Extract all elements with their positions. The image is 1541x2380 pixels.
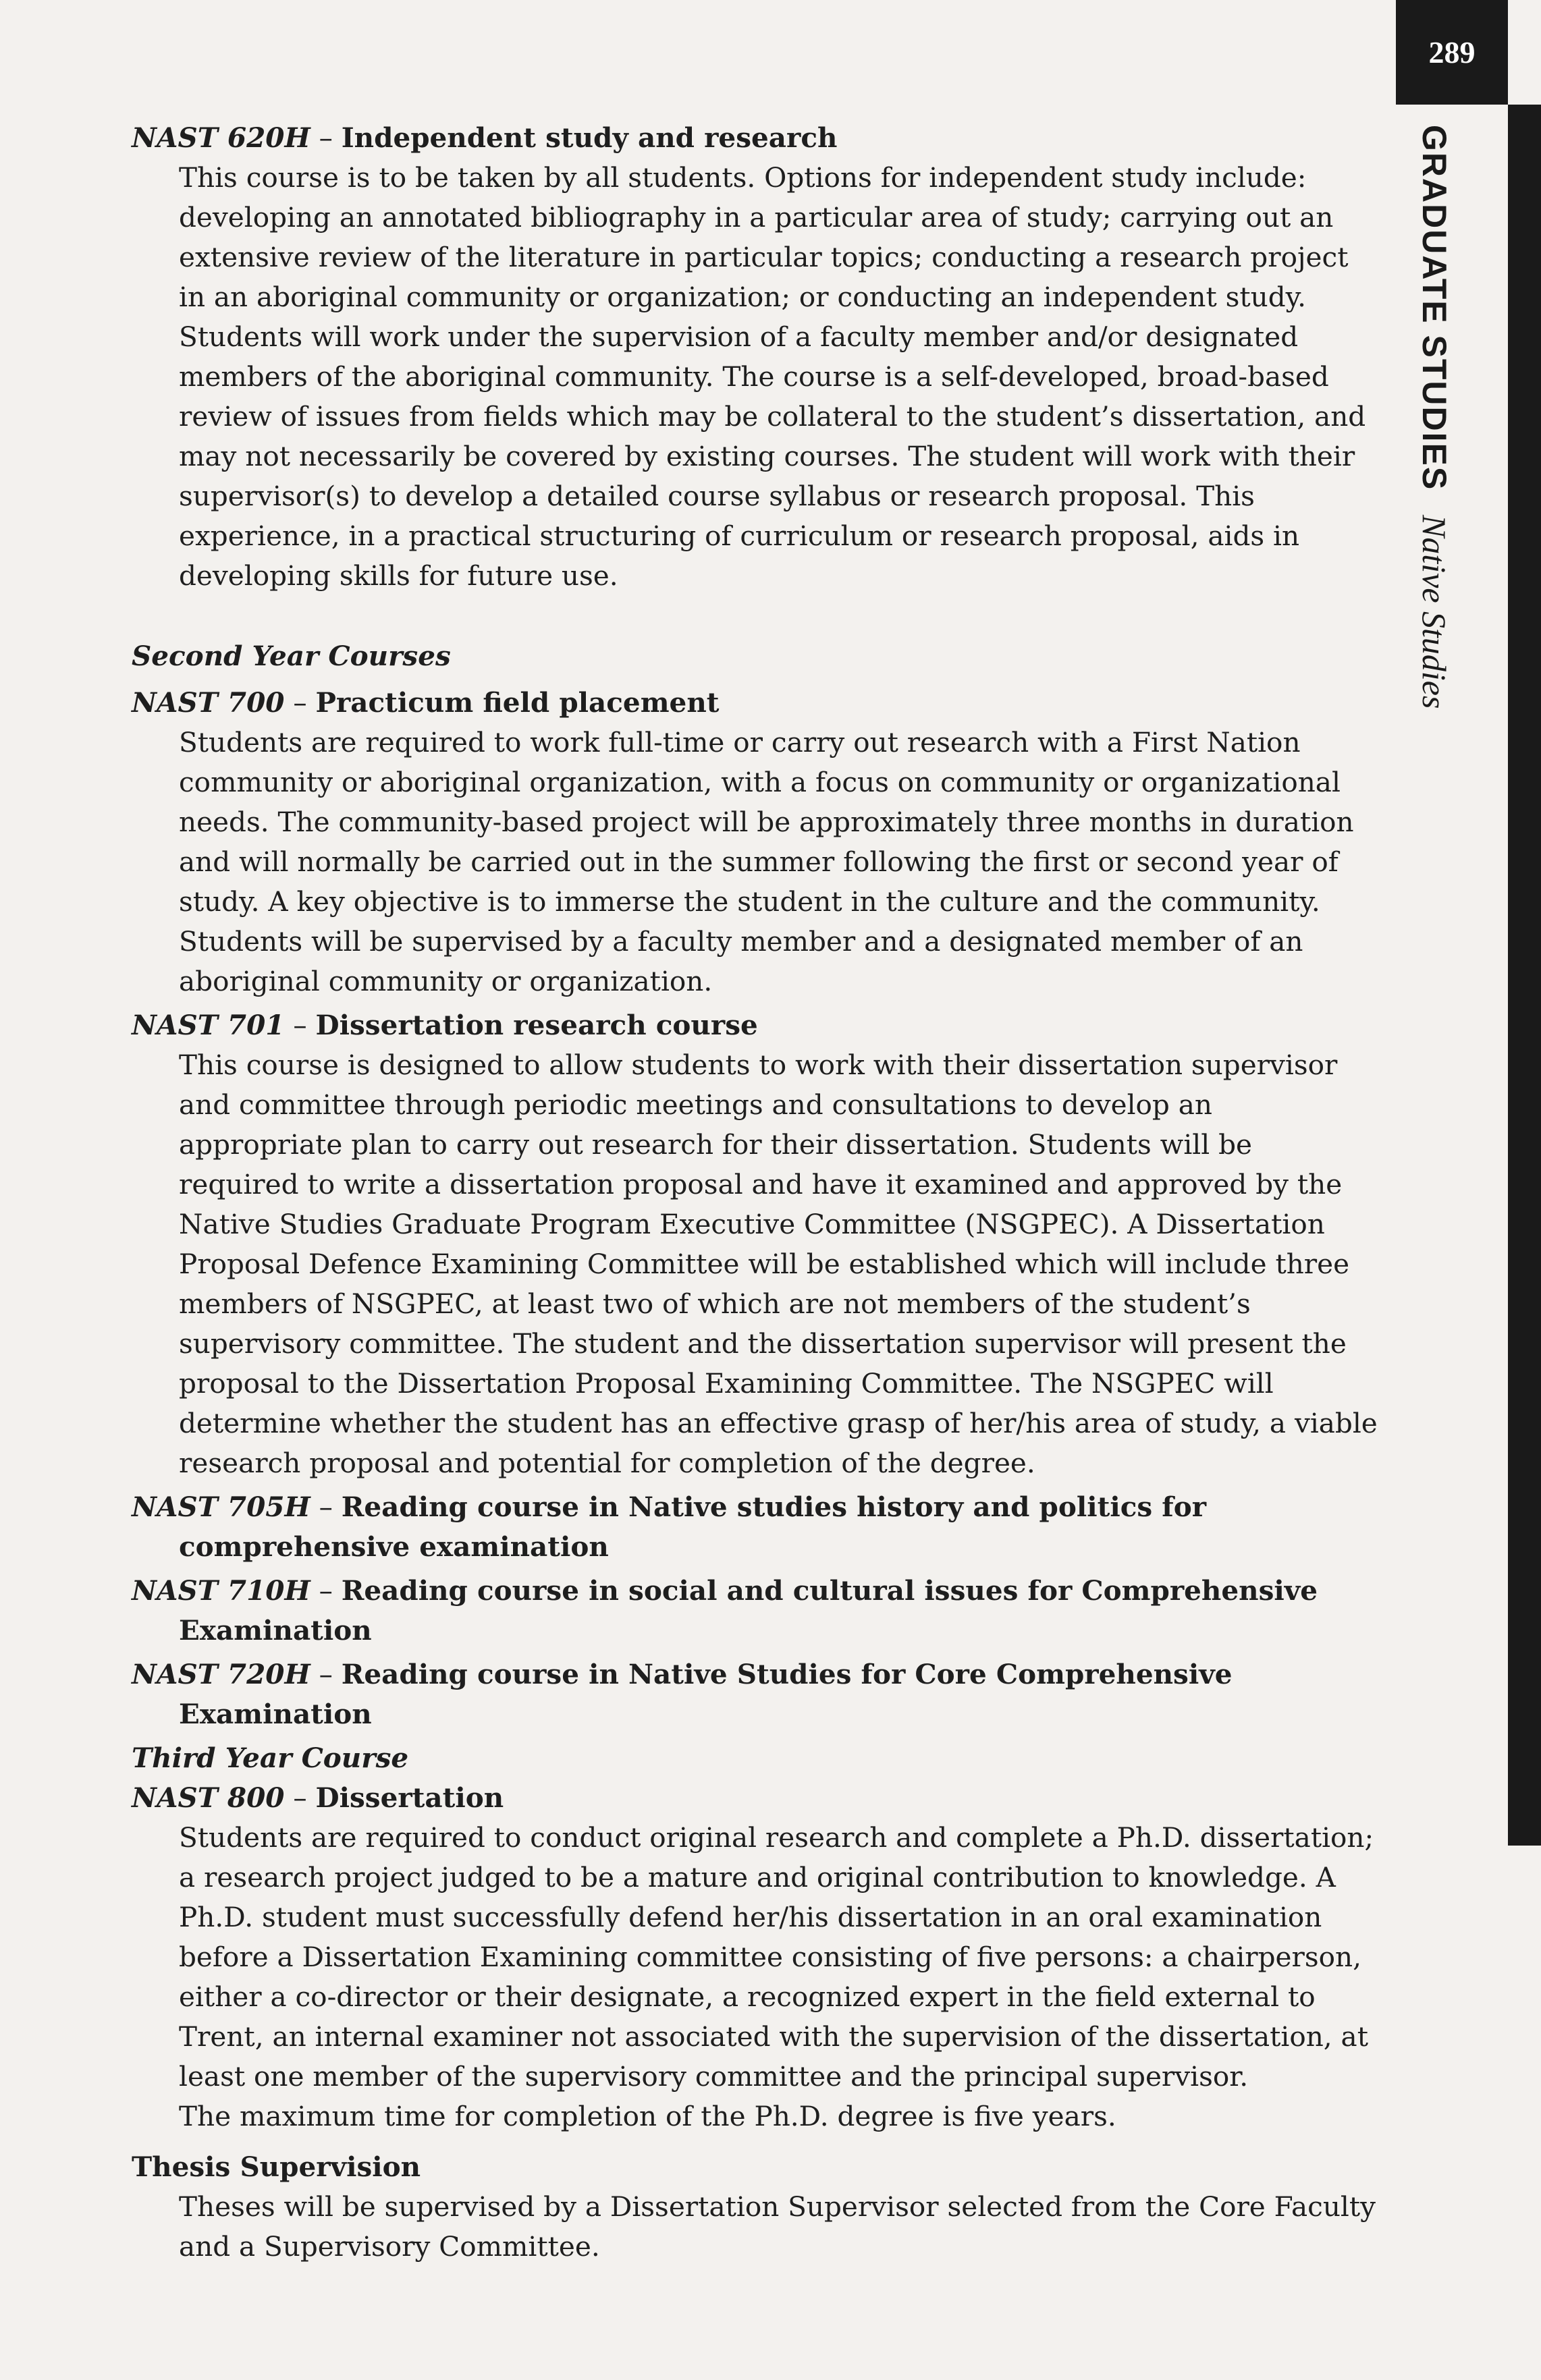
- thesis-supervision: [132, 2147, 1380, 2267]
- course-header: [132, 118, 1380, 158]
- separator: –: [293, 1009, 307, 1041]
- course-title: Reading course in Native studies history and politics for comprehensive examination: [179, 1491, 1207, 1563]
- course-header: [132, 1005, 1380, 1045]
- course-entry-nast-701: [132, 1005, 1380, 1483]
- course-entry-nast-720h: [132, 1655, 1380, 1734]
- separator: –: [319, 1574, 333, 1607]
- course-code: NAST 700: [132, 686, 285, 719]
- course-title: Practicum field placement: [315, 686, 720, 719]
- course-description: Students are required to conduct original research and complete a Ph.D. dissertation; a research project judged to be a mature and original contribution to knowledge. A Ph.D. student must successfully defend her/his dissertation in an oral examination before a Dissertation Examining committee consisting of five persons: a chairperson, either a co-director or their designate, a recognized expert in the field external to Trent, an internal examiner not associated with the supervision of the dissertation, at least one member of the supervisory committee and the principal supervisor.: [179, 1821, 1374, 2093]
- separator: –: [319, 1491, 333, 1523]
- course-entry-nast-620h: [132, 118, 1380, 596]
- course-header: [132, 1487, 1380, 1567]
- course-description: Students are required to work full-time or carry out research with a First Nation community or aboriginal organization, with a focus on community or organizational needs. The community-based project will be approximately three months in duration and will normally be carried out in the summer following the first or second year of study. A key objective is to immerse the student in the culture and the community. Students will be supervised by a faculty member and a designated member of an aboriginal community or organization.: [179, 726, 1354, 997]
- course-title: Reading course in social and cultural issues for Comprehensive Examination: [179, 1574, 1318, 1646]
- course-code: NAST 710H: [132, 1574, 310, 1607]
- separator: –: [319, 121, 333, 154]
- separator: –: [319, 1658, 333, 1690]
- separator: –: [293, 686, 307, 719]
- course-header: [132, 1571, 1380, 1651]
- course-entry-nast-710h: [132, 1571, 1380, 1651]
- course-listing: [132, 118, 1380, 2271]
- course-code: NAST 701: [132, 1009, 285, 1041]
- course-description: This course is designed to allow students to work with their dissertation supervisor and committee through periodic meetings and consultations to develop an appropriate plan to carry out research for their dissertation. Students will be required to write a dissertation proposal and have it examined and approved by the Native Studies Graduate Program Executive Committee (NSGPEC). A Dissertation Proposal Defence Examining Committee will be established which will include three members of NSGPEC, at least two of which are not members of the student’s supervisory committee. The student and the dissertation supervisor will present the proposal to the Dissertation Proposal Examining Committee. The NSGPEC will determine whether the student has an effective grasp of her/his area of study, a viable research proposal and potential for completion of the degree.: [179, 1049, 1378, 1479]
- course-header: [132, 1778, 1380, 1818]
- course-code: NAST 620H: [132, 121, 310, 154]
- course-note: The maximum time for completion of the Ph.D. degree is five years.: [179, 2100, 1116, 2132]
- course-title: Independent study and research: [341, 121, 838, 154]
- course-title: Dissertation: [315, 1781, 504, 1814]
- course-entry-nast-700: [132, 683, 1380, 1001]
- course-title: Dissertation research course: [315, 1009, 758, 1041]
- separator: –: [293, 1781, 307, 1814]
- thesis-supervision-heading: Thesis Supervision: [132, 2151, 421, 2183]
- section-heading-third-year: Third Year Course: [132, 1742, 409, 1774]
- course-entry-nast-705h: [132, 1487, 1380, 1567]
- course-header: [132, 1655, 1380, 1734]
- section-tab-text: [1414, 125, 1455, 709]
- section-tab: [1404, 125, 1498, 732]
- course-code: NAST 720H: [132, 1658, 310, 1690]
- page-edge-bar: [1508, 105, 1541, 1846]
- course-code: NAST 705H: [132, 1491, 310, 1523]
- course-entry-nast-800: [132, 1778, 1380, 2136]
- page-number: 289: [1396, 0, 1508, 105]
- thesis-supervision-text: Theses will be supervised by a Dissertation Supervisor selected from the Core Faculty and a Supervisory Committee.: [179, 2190, 1376, 2263]
- section-title: GRADUATE STUDIES: [1415, 125, 1453, 491]
- section-heading-second-year: Second Year Courses: [132, 640, 451, 672]
- course-title: Reading course in Native Studies for Core Comprehensive Examination: [179, 1658, 1233, 1730]
- course-code: NAST 800: [132, 1781, 285, 1814]
- course-header: [132, 683, 1380, 723]
- course-description: This course is to be taken by all students. Options for independent study include: developing an annotated bibliography in a particular area of study; carrying out an extensive review of the literature in particular topics; conducting a research project in an aboriginal community or organization; or conducting an independent study. Students will work under the supervision of a faculty member and/or designated members of the aboriginal community. The course is a self-developed, broad-based review of issues from fields which may be collateral to the student’s dissertation, and may not necessarily be covered by existing courses. The student will work with their supervisor(s) to develop a detailed course syllabus or research proposal. This experience, in a practical structuring of curriculum or research proposal, aids in developing skills for future use.: [179, 161, 1366, 592]
- subsection-title: Native Studies: [1415, 515, 1453, 709]
